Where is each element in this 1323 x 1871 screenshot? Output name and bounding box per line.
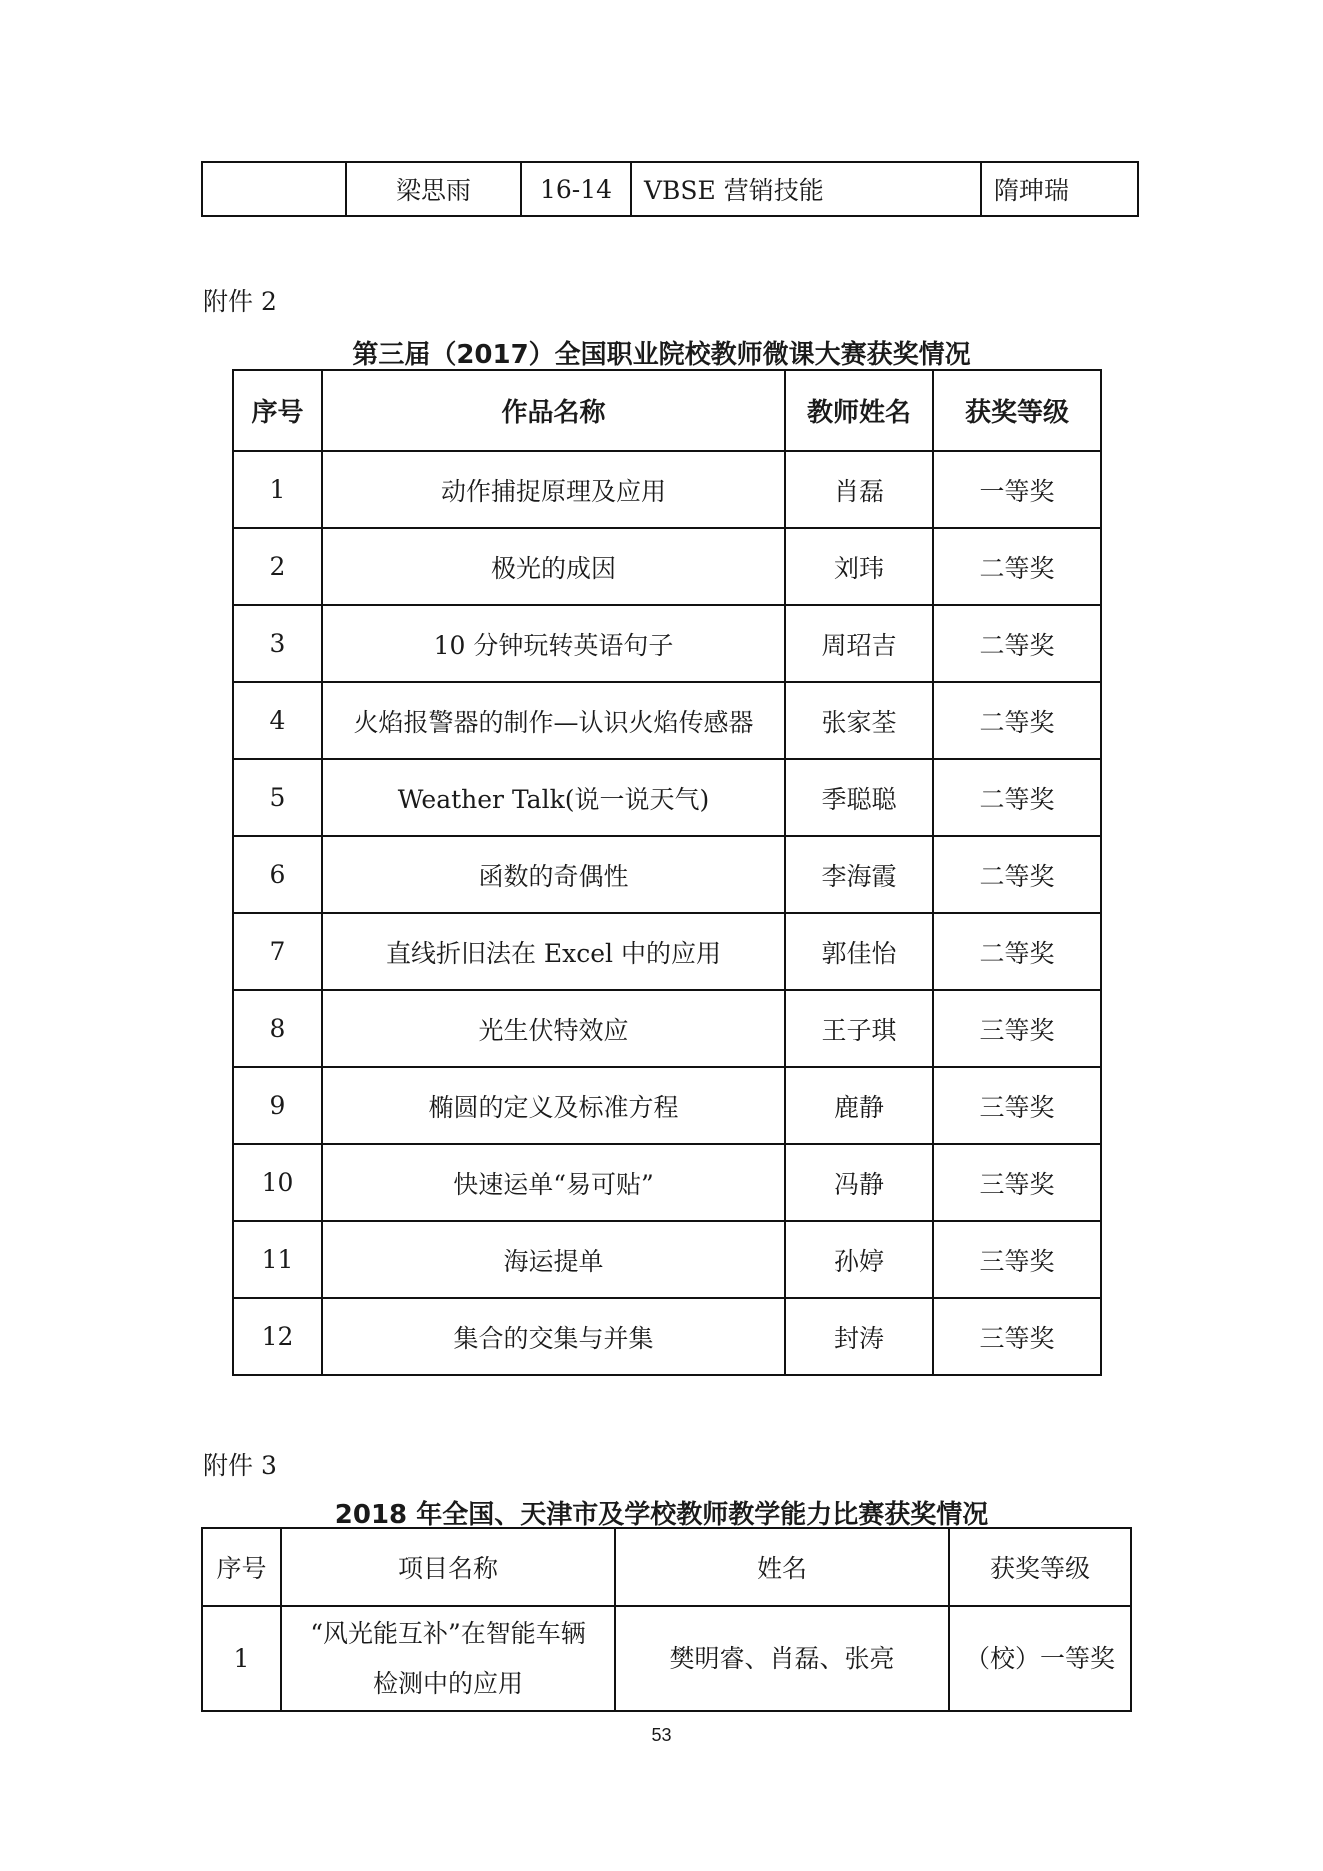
cell-index: 4 — [233, 682, 322, 759]
cell-teacher-name: 郭佳怡 — [785, 913, 933, 990]
cell-work-name: 动作捕捉原理及应用 — [322, 451, 785, 528]
annex2-title: 第三届（2017）全国职业院校教师微课大赛获奖情况 — [352, 340, 971, 370]
cell-teacher-name: 王子琪 — [785, 990, 933, 1067]
cell-course: VBSE 营销技能 — [631, 162, 981, 216]
cell-index: 5 — [233, 759, 322, 836]
cell-work-name: 集合的交集与并集 — [322, 1298, 785, 1375]
cell-teacher-name: 封涛 — [785, 1298, 933, 1375]
cell-award: 二等奖 — [933, 682, 1101, 759]
cell-names: 樊明睿、肖磊、张亮 — [615, 1606, 949, 1711]
cell-teacher-name: 肖磊 — [785, 451, 933, 528]
cell-teacher: 隋珅瑞 — [981, 162, 1138, 216]
table-row — [233, 990, 1101, 1067]
cell-work-name: 海运提单 — [322, 1221, 785, 1298]
cell-award: 二等奖 — [933, 528, 1101, 605]
table-row — [233, 528, 1101, 605]
cell-project-name: “风光能互补”在智能车辆检测中的应用 — [281, 1606, 615, 1711]
cell-work-name: 直线折旧法在 Excel 中的应用 — [322, 913, 785, 990]
cell-index: 1 — [202, 1606, 281, 1711]
table-row — [233, 1067, 1101, 1144]
cell-index: 6 — [233, 836, 322, 913]
header-index: 序号 — [202, 1528, 281, 1606]
cell — [202, 162, 346, 216]
table-row — [233, 759, 1101, 836]
table-row — [233, 836, 1101, 913]
cell-index: 11 — [233, 1221, 322, 1298]
continued-table — [201, 161, 1139, 217]
table-header-row — [233, 370, 1101, 451]
cell-award: 三等奖 — [933, 1298, 1101, 1375]
table-header-row — [202, 1528, 1131, 1606]
cell-award: 一等奖 — [933, 451, 1101, 528]
annex3-table — [201, 1527, 1132, 1712]
cell-work-name: 椭圆的定义及标准方程 — [322, 1067, 785, 1144]
cell-award: 二等奖 — [933, 759, 1101, 836]
cell-work-name: 函数的奇偶性 — [322, 836, 785, 913]
cell-award: 三等奖 — [933, 990, 1101, 1067]
annex2-label: 附件 2 — [203, 287, 277, 316]
cell-teacher-name: 鹿静 — [785, 1067, 933, 1144]
cell-award: 三等奖 — [933, 1221, 1101, 1298]
cell-code: 16-14 — [521, 162, 631, 216]
table-row — [233, 1298, 1101, 1375]
cell-award: 三等奖 — [933, 1144, 1101, 1221]
cell-index: 12 — [233, 1298, 322, 1375]
header-award-level: 获奖等级 — [933, 370, 1101, 451]
cell-teacher-name: 张家荃 — [785, 682, 933, 759]
cell-award: 二等奖 — [933, 913, 1101, 990]
cell-index: 7 — [233, 913, 322, 990]
cell-work-name: 快速运单“易可贴” — [322, 1144, 785, 1221]
header-name: 姓名 — [615, 1528, 949, 1606]
table-row — [202, 1606, 1131, 1711]
cell-teacher-name: 刘玮 — [785, 528, 933, 605]
annex2-table — [232, 369, 1102, 1376]
cell-teacher-name: 孙婷 — [785, 1221, 933, 1298]
table-row — [233, 913, 1101, 990]
cell-name: 梁思雨 — [346, 162, 521, 216]
page-number: 53 — [651, 1725, 672, 1745]
header-award-level: 获奖等级 — [949, 1528, 1131, 1606]
annex3-title: 2018 年全国、天津市及学校教师教学能力比赛获奖情况 — [334, 1500, 989, 1530]
cell-teacher-name: 季聪聪 — [785, 759, 933, 836]
header-project-name: 项目名称 — [281, 1528, 615, 1606]
cell-teacher-name: 李海霞 — [785, 836, 933, 913]
header-index: 序号 — [233, 370, 322, 451]
header-work-name: 作品名称 — [322, 370, 785, 451]
cell-index: 10 — [233, 1144, 322, 1221]
cell-index: 3 — [233, 605, 322, 682]
cell-index: 8 — [233, 990, 322, 1067]
annex3-label: 附件 3 — [203, 1451, 277, 1480]
table-row — [233, 682, 1101, 759]
cell-index: 9 — [233, 1067, 322, 1144]
cell-award: 二等奖 — [933, 836, 1101, 913]
cell-teacher-name: 冯静 — [785, 1144, 933, 1221]
cell-work-name: 极光的成因 — [322, 528, 785, 605]
table-row — [233, 605, 1101, 682]
cell-work-name: 火焰报警器的制作—认识火焰传感器 — [322, 682, 785, 759]
cell-teacher-name: 周玿吉 — [785, 605, 933, 682]
cell-award: （校）一等奖 — [949, 1606, 1131, 1711]
cell-award: 二等奖 — [933, 605, 1101, 682]
cell-index: 2 — [233, 528, 322, 605]
cell-award: 三等奖 — [933, 1067, 1101, 1144]
table-row — [233, 1221, 1101, 1298]
cell-work-name: 光生伏特效应 — [322, 990, 785, 1067]
table-row — [233, 1144, 1101, 1221]
table-row — [202, 162, 1138, 216]
header-teacher-name: 教师姓名 — [785, 370, 933, 451]
cell-index: 1 — [233, 451, 322, 528]
cell-work-name: 10 分钟玩转英语句子 — [322, 605, 785, 682]
table-row — [233, 451, 1101, 528]
cell-work-name: Weather Talk(说一说天气) — [322, 759, 785, 836]
